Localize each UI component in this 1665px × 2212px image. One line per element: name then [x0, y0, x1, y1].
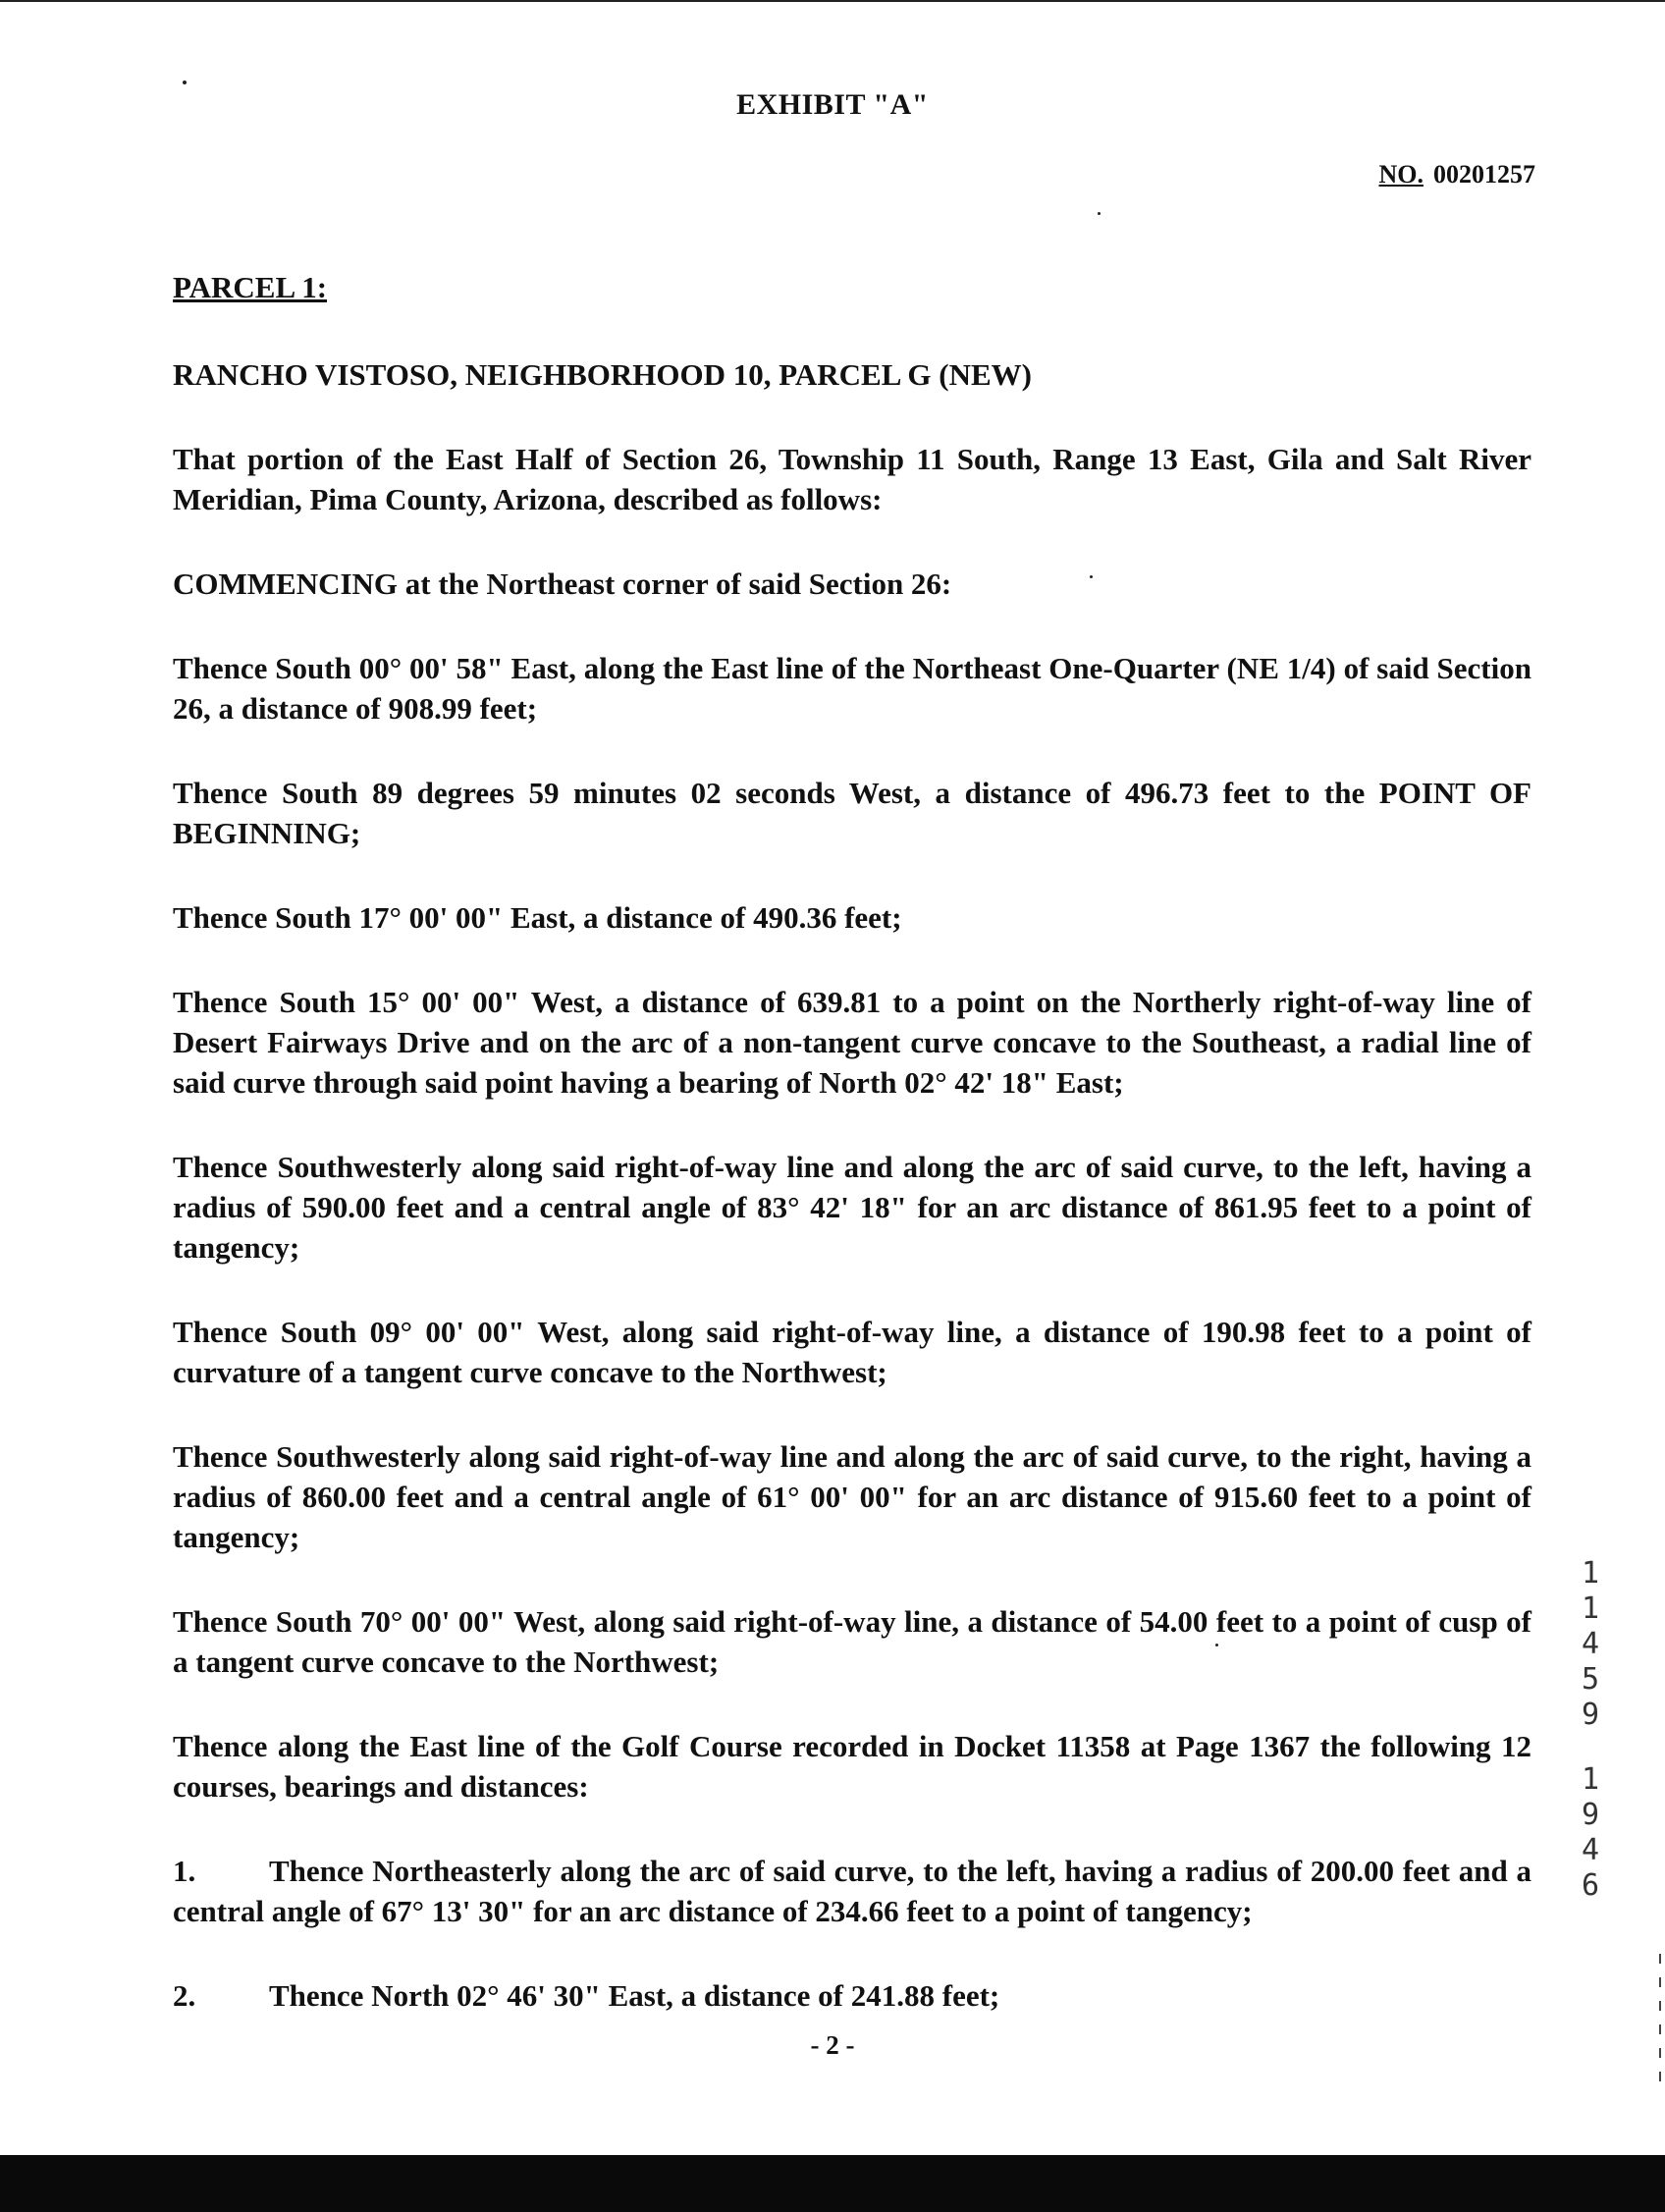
document-number	[1379, 160, 1536, 189]
document-number-label: NO.	[1378, 160, 1423, 189]
course-number: 2.	[173, 1978, 196, 2013]
stamp-digit: 6	[1581, 1868, 1600, 1903]
recording-stamp	[1571, 1556, 1610, 1904]
stamp-digit: 9	[1581, 1798, 1600, 1832]
paragraph-course: Thence South 17° 00' 00" East, a distance of 490.36 feet;	[173, 900, 902, 935]
course-text: Thence Northeasterly along the arc of said curve, to the left, having a radius of 200.00 feet and a central angle of 67° 13' 30" for an arc distance of 234.66 feet to a point of tangency;	[173, 1854, 1531, 1928]
stamp-digit: 9	[1581, 1698, 1600, 1732]
stamp-digit: 5	[1581, 1662, 1600, 1697]
stamp-digit: 1	[1581, 1762, 1600, 1797]
paragraph-course: Thence South 70° 00' 00" West, along said right-of-way line, a distance of 54.00 feet to a point of cusp of a tangent curve concave to the Northwest;	[173, 1604, 1531, 1679]
page-number: - 2 -	[810, 2030, 855, 2060]
scan-speck	[183, 81, 187, 84]
stamp-digit: 4	[1581, 1627, 1600, 1661]
paragraph-course: Thence South 00° 00' 58" East, along the East line of the Northeast One-Quarter (NE 1/4) of said Section 26, a distance of 908.99 feet;	[173, 651, 1531, 726]
numbered-course	[173, 1851, 1531, 1931]
parcel-heading: PARCEL 1:	[173, 270, 328, 304]
paragraph-course: Thence Southwesterly along said right-of-way line and along the arc of said curve, to the right, having a radius of 860.00 feet and a central angle of 61° 00' 00" for an arc distance of 915.60 feet to a point of tangency;	[173, 1439, 1531, 1554]
paragraph-course: Thence South 09° 00' 00" West, along said right-of-way line, a distance of 190.98 feet to a point of curvature of a tangent curve concave to the Northwest;	[173, 1315, 1531, 1389]
paragraph-golf-course: Thence along the East line of the Golf Course recorded in Docket 11358 at Page 1367 the following 12 courses, bearings and distances:	[173, 1729, 1531, 1804]
paragraph-course: Thence Southwesterly along said right-of-way line and along the arc of said curve, to the left, having a radius of 590.00 feet and a central angle of 83° 42' 18" for an arc distance of 861.95 feet to a point of tangency;	[173, 1150, 1531, 1265]
stamp-digit: 1	[1581, 1556, 1600, 1591]
stamp-digit: 4	[1581, 1833, 1600, 1867]
paragraph-course: Thence South 15° 00' 00" West, a distance of 639.81 to a point on the Northerly right-of-way line of Desert Fairways Drive and on the arc of a non-tangent curve concave to the Southeast, a radial line of said curve through said point having a bearing of North 02° 42' 18" East;	[173, 985, 1531, 1100]
paragraph-commencing: COMMENCING at the Northeast corner of said Section 26:	[173, 566, 952, 601]
numbered-course	[173, 1975, 1531, 2016]
top-border-line	[0, 0, 1665, 2]
exhibit-title: EXHIBIT "A"	[736, 88, 929, 121]
stamp-gap	[1571, 1733, 1610, 1762]
scan-speck	[1098, 212, 1101, 215]
parcel-name: RANCHO VISTOSO, NEIGHBORHOOD 10, PARCEL G (NEW)	[173, 357, 1033, 392]
paragraph-description: That portion of the East Half of Section 26, Township 11 South, Range 13 East, Gila and Salt River Meridian, Pima County, Arizona, described as follows:	[173, 442, 1531, 516]
scan-bottom-border	[0, 2155, 1665, 2212]
document-number-value: 00201257	[1433, 160, 1535, 189]
paragraph-course: Thence South 89 degrees 59 minutes 02 seconds West, a distance of 496.73 feet to the POINT OF BEGINNING;	[173, 776, 1531, 850]
stamp-digit: 1	[1581, 1592, 1600, 1626]
course-number: 1.	[173, 1854, 196, 1888]
legal-description	[173, 267, 1531, 2060]
scan-edge-marks	[1659, 1954, 1661, 2081]
course-text: Thence North 02° 46' 30" East, a distance of 241.88 feet;	[269, 1978, 1000, 2013]
